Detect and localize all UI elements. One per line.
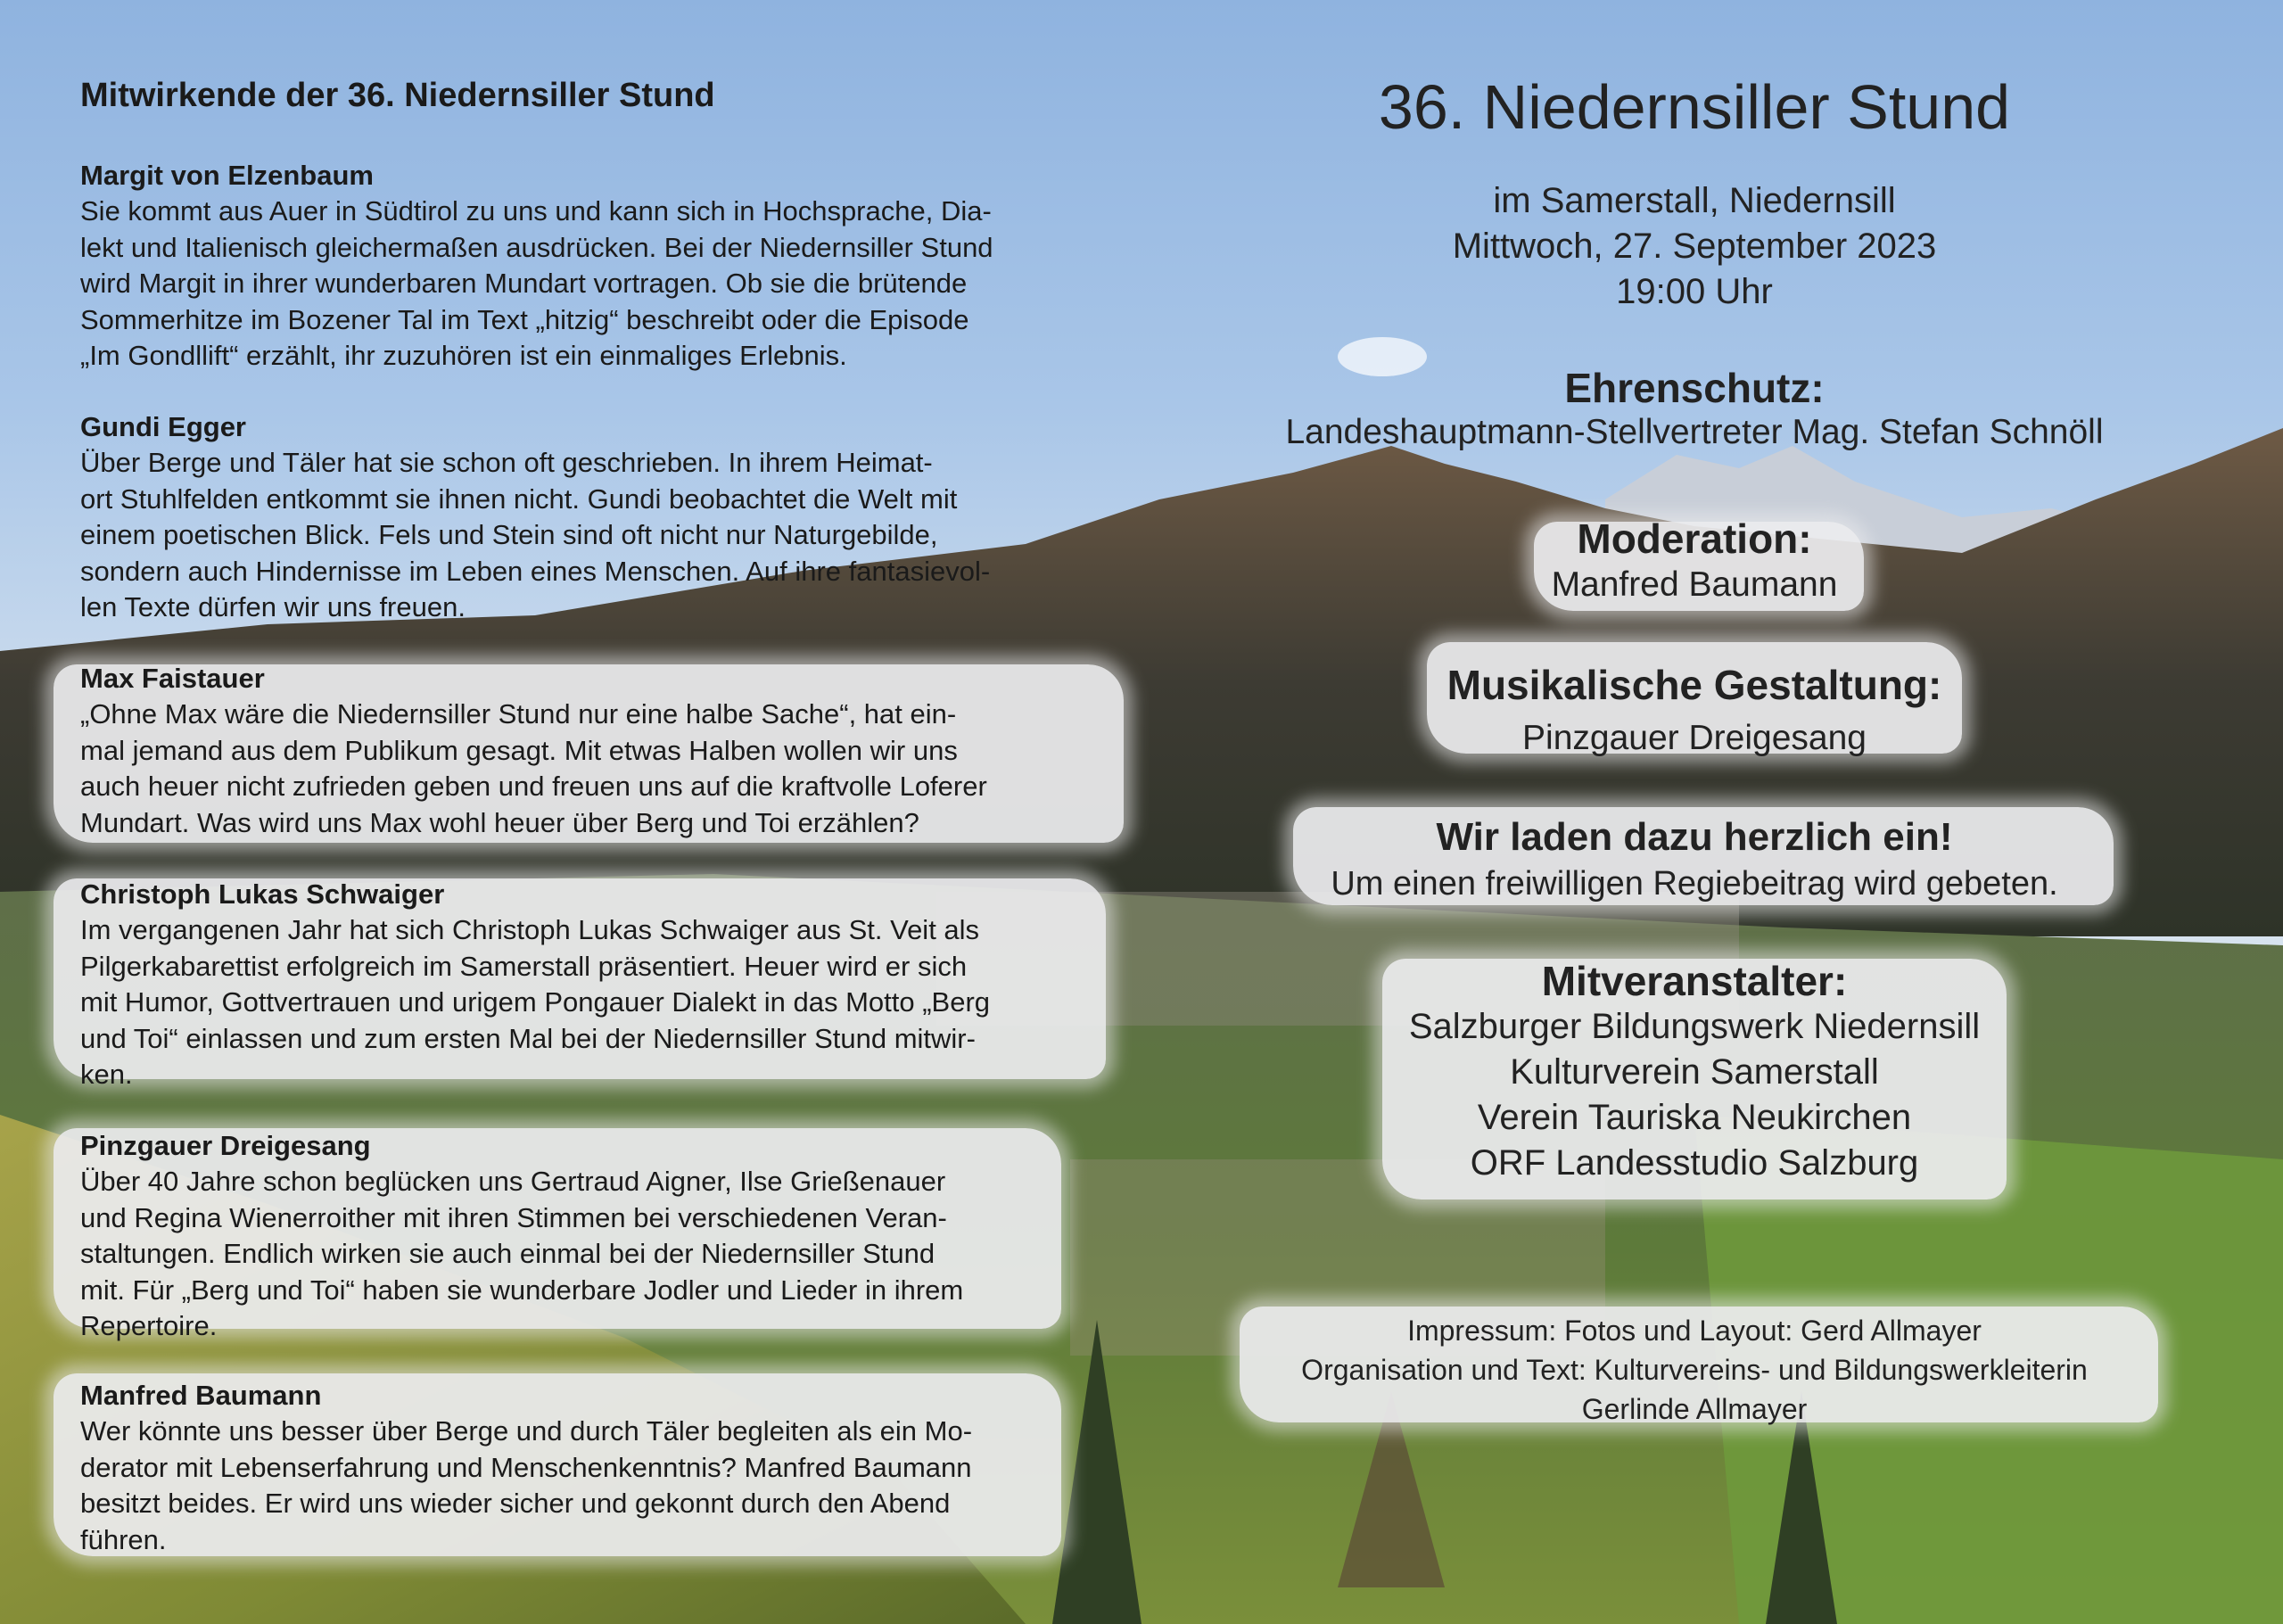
performer-text-line: einem poetischen Blick. Fels und Stein sind oft nicht nur Naturgebilde, [80,519,938,551]
performer-text-line: Im vergangenen Jahr hat sich Christoph Lukas Schwaiger aus St. Veit als [80,914,980,946]
page-heading: Mitwirkende der 36. Niedernsiller Stund [80,77,715,114]
performer-text-line: Über Berge und Täler hat sie schon oft geschrieben. In ihrem Heimat- [80,447,933,479]
performer-text-line: „Im Gondllift“ erzählt, ihr zuzuhören ist ein einmaliges Erlebnis. [80,340,847,372]
patronage-label: Ehrenschutz: [1564,365,1825,411]
performer-text-line: auch heuer nicht zufrieden geben und freuen uns auf die kraftvolle Loferer [80,771,987,803]
co-organizers-label: Mitveranstalter: [1541,958,1848,1004]
co-organizer-item: Salzburger Bildungswerk Niedernsill [1408,1007,1981,1046]
performer-text-line: derator mit Lebenserfahrung und Menschenkenntnis? Manfred Baumann [80,1451,972,1483]
performer-text-line: Pilgerkabarettist erfolgreich im Samerstall präsentiert. Heuer wird er sich [80,950,968,982]
performer-text-line: mit Humor, Gottvertrauen und urigem Pongauer Dialekt in das Motto „Berg [80,986,991,1018]
performer-text-line: Sommerhitze im Bozener Tal im Text „hitzig“ beschreibt oder die Episode [80,303,969,335]
event-details [1195,178,2194,315]
event-venue: im Samerstall, Niedernsill [1493,181,1896,220]
invitation-note: Um einen freiwilligen Regiebeitrag wird gebeten. [1331,865,2058,903]
performer-dreigesang [80,1128,1079,1344]
performer-text-line: wird Margit in ihrer wunderbaren Mundart vortragen. Ob sie die brütende [80,268,968,300]
performer-text-line: Über 40 Jahre schon beglücken uns Gertraud Aigner, Ilse Grießenauer [80,1166,946,1198]
moderation-label: Moderation: [1577,515,1812,562]
imprint-line: Gerlinde Allmayer [1581,1393,1808,1425]
performer-text-line: ort Stuhlfelden entkommt sie ihnen nicht. Gundi beobachtet die Welt mit [80,482,958,515]
performer-text-line: Wer könnte uns besser über Berge und durch Täler begleiten als ein Mo- [80,1415,973,1447]
performer-gundi [80,409,1079,625]
performer-text-line: und Regina Wienerroither mit ihren Stimmen bei verschiedenen Veran- [80,1201,947,1233]
co-organizer-item: Verein Tauriska Neukirchen [1477,1098,1912,1137]
imprint-section [1195,1311,2194,1429]
performer-text-line: Sie kommt aus Auer in Südtirol zu uns und kann sich in Hochsprache, Dia- [80,195,992,227]
performer-text-line: und Toi“ einlassen und zum ersten Mal bei der Niedernsiller Stund mitwir- [80,1022,976,1054]
performer-name: Gundi Egger [80,411,246,442]
performer-name: Pinzgauer Dreigesang [80,1130,371,1161]
invitation-section [1195,814,2194,907]
performer-text-line: „Ohne Max wäre die Niedernsiller Stund nur eine halbe Sache“, hat ein- [80,698,957,730]
performer-name: Christoph Lukas Schwaiger [80,878,445,910]
performer-text-line: Repertoire. [80,1310,218,1342]
patronage-name: Landeshauptmann-Stellvertreter Mag. Stefan Schnöll [1285,413,2104,451]
event-title: 36. Niedernsiller Stund [1378,72,2011,142]
performer-text-line: staltungen. Endlich wirken sie auch einmal bei der Niedernsiller Stund [80,1238,935,1270]
co-organizers-section [1195,959,2194,1186]
event-time: 19:00 Uhr [1616,272,1773,311]
moderation-section [1195,515,2194,608]
performer-name: Manfred Baumann [80,1380,322,1411]
performer-text-line: sondern auch Hindernisse im Leben eines Menschen. Auf ihre fantasievol- [80,555,991,587]
music-section [1195,658,2194,765]
imprint-line: Organisation und Text: Kulturvereins- und Bildungswerkleiterin [1301,1354,2088,1386]
co-organizer-item: Kulturverein Samerstall [1510,1052,1879,1092]
music-name: Pinzgauer Dreigesang [1522,719,1867,757]
imprint-line: Impressum: Fotos und Layout: Gerd Allmayer [1407,1315,1982,1347]
performer-margit [80,158,1079,374]
performer-text-line: besitzt beides. Er wird uns wieder sicher und gekonnt durch den Abend [80,1488,951,1520]
performer-text-line: len Texte dürfen wir uns freuen. [80,591,466,623]
performer-text-line: mal jemand aus dem Publikum gesagt. Mit etwas Halben wollen wir uns [80,734,958,766]
performer-text-line: führen. [80,1523,167,1555]
event-date: Mittwoch, 27. September 2023 [1452,227,1937,266]
moderation-name: Manfred Baumann [1551,565,1838,604]
co-organizer-item: ORF Landesstudio Salzburg [1470,1143,1919,1183]
performer-name: Max Faistauer [80,663,265,694]
performer-text-line: ken. [80,1059,133,1091]
patronage-section [1195,366,2194,455]
invitation-label: Wir laden dazu herzlich ein! [1436,815,1953,859]
performer-text-line: lekt und Italienisch gleichermaßen ausdrücken. Bei der Niedernsiller Stund [80,231,993,263]
performer-text-line: Mundart. Was wird uns Max wohl heuer über Berg und Toi erzählen? [80,806,919,838]
performer-max [80,661,1079,841]
music-label: Musikalische Gestaltung: [1446,662,1942,708]
performer-text-line: mit. Für „Berg und Toi“ haben sie wunderbare Jodler und Lieder in ihrem [80,1274,964,1306]
performer-name: Margit von Elzenbaum [80,160,374,191]
performer-manfred [80,1378,1079,1558]
performer-christoph [80,877,1079,1092]
